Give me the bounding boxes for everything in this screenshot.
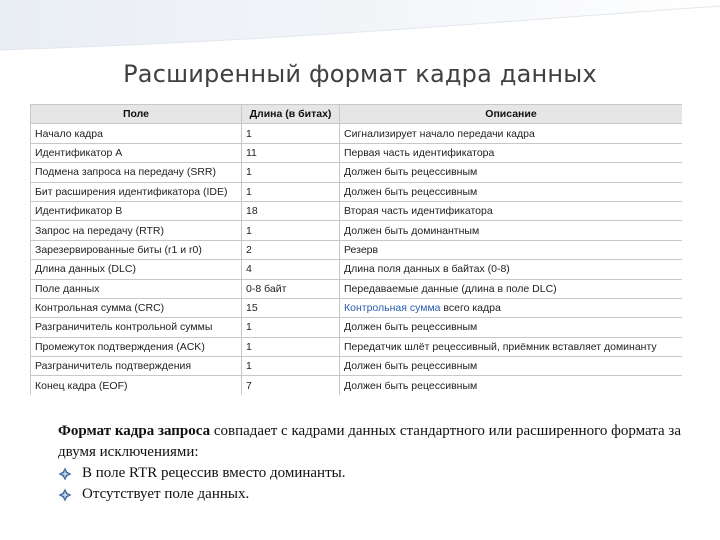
diamond-bullet-icon [58, 467, 72, 481]
cell-length: 15 [242, 298, 340, 317]
cell-field: Промежуток подтверждения (ACK) [31, 337, 242, 356]
bullet-item [58, 463, 698, 484]
cell-field: Запрос на передачу (RTR) [31, 221, 242, 240]
cell-field: Контрольная сумма (CRC) [31, 298, 242, 317]
table-row [31, 357, 683, 376]
cell-length: 1 [242, 221, 340, 240]
cell-length: 7 [242, 376, 340, 395]
bullet-item [58, 484, 698, 505]
cell-description: Резерв [340, 240, 683, 259]
slide-title: Расширенный формат кадра данных [123, 60, 597, 88]
cell-description: Длина поля данных в байтах (0-8) [340, 260, 683, 279]
table-row [31, 143, 683, 162]
diamond-bullet-icon [58, 488, 72, 502]
cell-description: Сигнализирует начало передачи кадра [340, 124, 683, 143]
cell-description: Должен быть рецессивным [340, 318, 683, 337]
crc-link[interactable]: Контрольная сумма [344, 302, 441, 315]
cell-description: Передаваемые данные (длина в поле DLC) [340, 279, 683, 298]
table-row [31, 279, 683, 298]
table-row [31, 260, 683, 279]
crc-description-rest: всего кадра [440, 302, 501, 315]
cell-description: Должен быть доминантным [340, 221, 683, 240]
table-row [31, 337, 683, 356]
cell-description: Должен быть рецессивным [340, 376, 683, 395]
cell-field: Зарезервированные биты (r1 и r0) [31, 240, 242, 259]
table-row [31, 376, 683, 395]
table-row [31, 221, 683, 240]
cell-field: Идентификатор B [31, 201, 242, 220]
cell-description: Первая часть идентификатора [340, 143, 683, 162]
cell-length: 1 [242, 124, 340, 143]
cell-field: Разграничитель контрольной суммы [31, 318, 242, 337]
cell-length: 1 [242, 318, 340, 337]
table-row [31, 318, 683, 337]
cell-description: Передатчик шлёт рецессивный, приёмник вставляет доминанту [340, 337, 683, 356]
cell-description [340, 298, 683, 317]
cell-field: Конец кадра (EOF) [31, 376, 242, 395]
frame-format-table-container [30, 104, 682, 395]
cell-field: Идентификатор A [31, 143, 242, 162]
cell-description: Должен быть рецессивным [340, 357, 683, 376]
column-header-length: Длина (в битах) [242, 105, 340, 124]
table-row [31, 182, 683, 201]
column-header-description: Описание [340, 105, 683, 124]
cell-length: 18 [242, 201, 340, 220]
cell-length: 1 [242, 357, 340, 376]
body-paragraph-rest: совпадает с кадрами данных стандартного или расширенного формата за двумя исключениями: [58, 423, 681, 460]
cell-description: Должен быть рецессивным [340, 163, 683, 182]
table-header-row [31, 105, 683, 124]
column-header-field: Поле [31, 105, 242, 124]
cell-field: Поле данных [31, 279, 242, 298]
cell-length: 2 [242, 240, 340, 259]
cell-field: Начало кадра [31, 124, 242, 143]
cell-field: Разграничитель подтверждения [31, 357, 242, 376]
cell-length: 1 [242, 182, 340, 201]
cell-field: Подмена запроса на передачу (SRR) [31, 163, 242, 182]
table-row [31, 298, 683, 317]
body-text-block [58, 421, 698, 505]
cell-description: Вторая часть идентификатора [340, 201, 683, 220]
body-paragraph [58, 421, 698, 463]
table-row [31, 240, 683, 259]
table-row [31, 124, 683, 143]
cell-length: 0-8 байт [242, 279, 340, 298]
bullet-text: Отсутствует поле данных. [82, 486, 250, 502]
frame-format-table [30, 104, 682, 395]
cell-length: 1 [242, 163, 340, 182]
table-row [31, 201, 683, 220]
bullet-text: В поле RTR рецессив вместо доминанты. [82, 465, 346, 481]
cell-length: 11 [242, 143, 340, 162]
table-row [31, 163, 683, 182]
cell-length: 1 [242, 337, 340, 356]
body-bold-lead: Формат кадра запроса [58, 423, 211, 439]
cell-field: Длина данных (DLC) [31, 260, 242, 279]
cell-length: 4 [242, 260, 340, 279]
cell-field: Бит расширения идентификатора (IDE) [31, 182, 242, 201]
cell-description: Должен быть рецессивным [340, 182, 683, 201]
table-body [31, 124, 683, 395]
